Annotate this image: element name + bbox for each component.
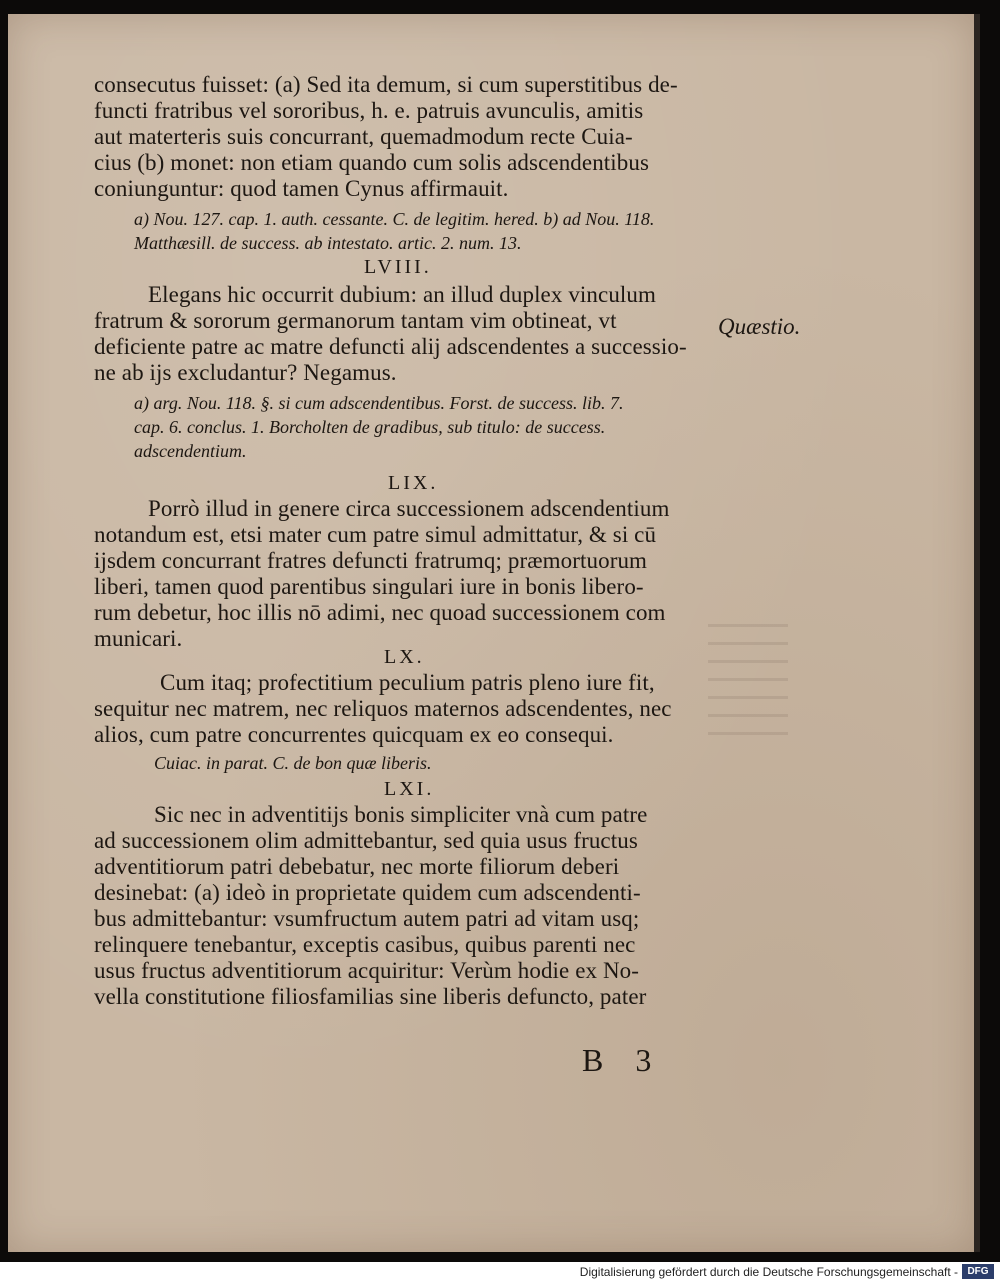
margin-note: Quæstio. xyxy=(718,314,801,339)
text-line: fratrum & sororum germanorum tantam vim obtineat, vt xyxy=(94,308,617,333)
text-line: usus fructus adventitiorum acquiritur: Verùm hodie ex No- xyxy=(94,958,640,983)
section-heading: LVIII. xyxy=(364,256,432,278)
signature-mark: B 3 xyxy=(582,1042,664,1078)
text-line: aut materteris suis concurrant, quemadmodum recte Cuia- xyxy=(94,124,633,149)
text-line: Cum itaq; profectitium peculium patris pleno iure fit, xyxy=(160,670,655,695)
text-line: sequitur nec matrem, nec reliquos maternos adscendentes, nec xyxy=(94,696,672,721)
text-line: rum debetur, hoc illis nō adimi, nec quoad successionem com xyxy=(94,600,666,625)
text-line: notandum est, etsi mater cum patre simul admittatur, & si cū xyxy=(94,522,657,547)
book-page xyxy=(8,14,974,1252)
text-line: Porrò illud in genere circa successionem adscendentium xyxy=(148,496,670,521)
footnote-line: cap. 6. conclus. 1. Borcholten de gradibus, sub titulo: de success. xyxy=(134,417,606,437)
text-line: consecutus fuisset: (a) Sed ita demum, si cum superstitibus de- xyxy=(94,72,678,97)
text-line: liberi, tamen quod parentibus singulari iure in bonis libero- xyxy=(94,574,644,599)
text-line: functi fratribus vel sororibus, h. e. patruis avunculis, amitis xyxy=(94,98,644,123)
text-line: ad successionem olim admittebantur, sed quia usus fructus xyxy=(94,828,638,853)
text-line: coniunguntur: quod tamen Cynus affirmauit. xyxy=(94,176,509,201)
text-line: municari. xyxy=(94,626,183,651)
text-line: relinquere tenebantur, exceptis casibus, quibus parenti nec xyxy=(94,932,636,957)
text-line: vella constitutione filiosfamilias sine liberis defuncto, pater xyxy=(94,984,647,1009)
footnote-line: Matthæsill. de success. ab intestato. artic. 2. num. 13. xyxy=(134,233,522,253)
text-line: cius (b) monet: non etiam quando cum solis adscendentibus xyxy=(94,150,650,175)
digitization-footer xyxy=(0,1262,1000,1283)
dfg-logo-icon: DFG xyxy=(962,1264,994,1279)
text-line: bus admittebantur: vsumfructum autem patri ad vitam usq; xyxy=(94,906,640,931)
footnote-line: a) arg. Nou. 118. §. si cum adscendentibus. Forst. de success. lib. 7. xyxy=(134,393,624,413)
section-heading: LIX. xyxy=(388,472,439,494)
text-line: Elegans hic occurrit dubium: an illud duplex vinculum xyxy=(148,282,656,307)
text-line: Sic nec in adventitijs bonis simpliciter vnà cum patre xyxy=(154,802,648,827)
footnote-line: adscendentium. xyxy=(134,441,247,461)
section-heading: LX. xyxy=(384,646,425,668)
footnote-line: a) Nou. 127. cap. 1. auth. cessante. C. de legitim. hered. b) ad Nou. 118. xyxy=(134,209,655,229)
funding-note: Digitalisierung gefördert durch die Deutsche Forschungsgemeinschaft - xyxy=(579,1265,958,1279)
text-line: desinebat: (a) ideò in proprietate quidem cum adscendenti- xyxy=(94,880,641,905)
text-line: ne ab ijs excludantur? Negamus. xyxy=(94,360,397,385)
text-line: deficiente patre ac matre defuncti alij adscendentes a successio- xyxy=(94,334,687,359)
footnote-line: Cuiac. in parat. C. de bon quæ liberis. xyxy=(154,753,432,773)
section-heading: LXI. xyxy=(384,778,435,800)
bleed-through xyxy=(708,624,788,744)
text-line: ijsdem concurrant fratres defuncti fratrumq; præmortuorum xyxy=(94,548,648,573)
text-line: adventitiorum patri debebatur, nec morte filiorum deberi xyxy=(94,854,620,879)
text-line: alios, cum patre concurrentes quicquam ex eo consequi. xyxy=(94,722,614,747)
